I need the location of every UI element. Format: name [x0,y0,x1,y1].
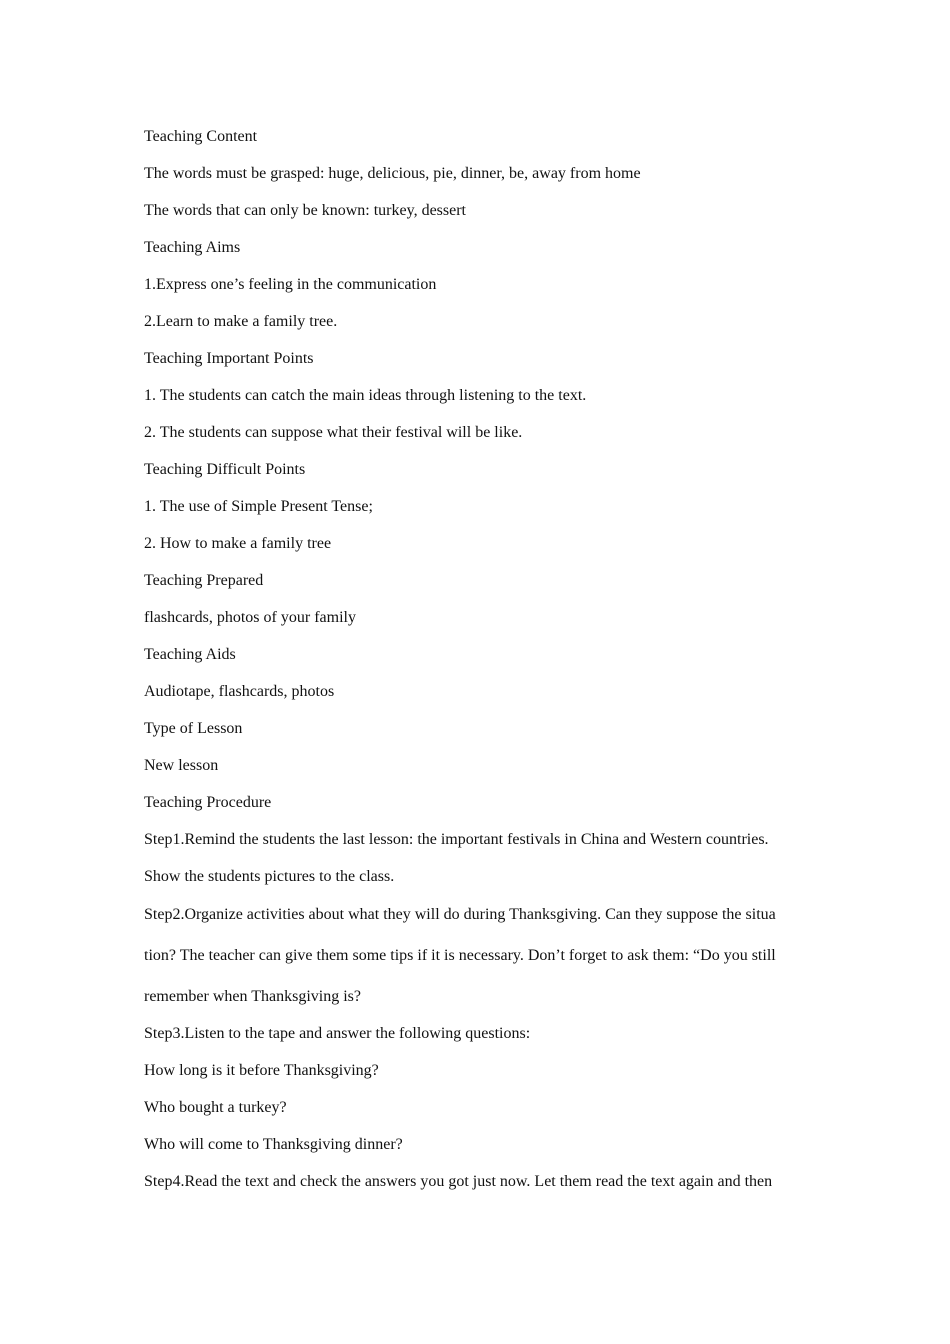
text-line: Step4.Read the text and check the answers you got just now. Let them read the text again and then [144,1173,773,1190]
text-line: flashcards, photos of your family [144,609,356,626]
heading-type-of-lesson: Type of Lesson [144,720,243,737]
text-line: tion? The teacher can give them some tips if it is necessary. Don’t forget to ask them: “Do you still [144,947,776,964]
text-line: 1.Express one’s feeling in the communication [144,276,437,293]
heading-teaching-procedure: Teaching Procedure [144,794,272,811]
heading-difficult-points: Teaching Difficult Points [144,461,306,478]
text-line: How long is it before Thanksgiving? [144,1062,379,1079]
text-line: remember when Thanksgiving is? [144,988,361,1005]
text-line: Step3.Listen to the tape and answer the following questions: [144,1025,531,1042]
heading-teaching-prepared: Teaching Prepared [144,572,264,589]
heading-teaching-content: Teaching Content [144,128,258,145]
text-line: Show the students pictures to the class. [144,868,395,885]
text-line: 2.Learn to make a family tree. [144,313,338,330]
text-line: The words must be grasped: huge, delicious, pie, dinner, be, away from home [144,165,641,182]
heading-important-points: Teaching Important Points [144,350,314,367]
text-line: Who bought a turkey? [144,1099,287,1116]
text-line: Step2.Organize activities about what they will do during Thanksgiving. Can they suppose the situa [144,906,776,923]
heading-teaching-aids: Teaching Aids [144,646,236,663]
text-line: 2. The students can suppose what their festival will be like. [144,424,523,441]
text-line: Who will come to Thanksgiving dinner? [144,1136,403,1153]
text-line: 1. The students can catch the main ideas through listening to the text. [144,387,587,404]
text-line: The words that can only be known: turkey, dessert [144,202,466,219]
heading-teaching-aims: Teaching Aims [144,239,241,256]
text-line: Audiotape, flashcards, photos [144,683,335,700]
text-line: New lesson [144,757,219,774]
text-line: 2. How to make a family tree [144,535,332,552]
text-line: 1. The use of Simple Present Tense; [144,498,373,515]
text-line: Step1.Remind the students the last lesson: the important festivals in China and Western countries. [144,831,769,848]
